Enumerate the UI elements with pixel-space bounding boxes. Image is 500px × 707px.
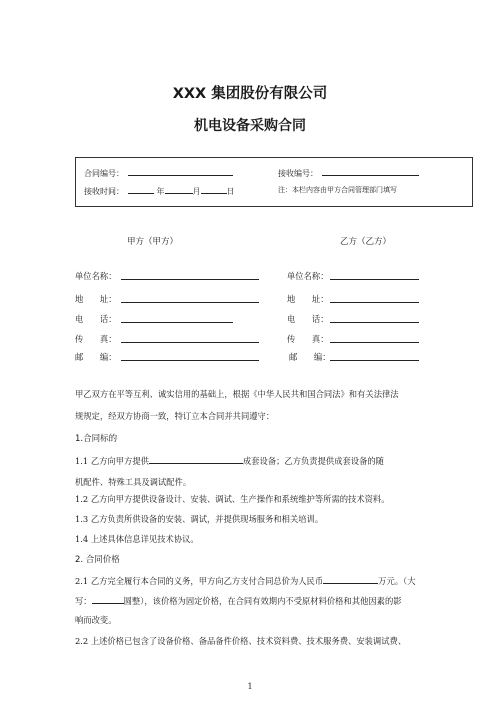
party-a-address-line[interactable] <box>121 302 259 303</box>
party-a-fax-label: 传 真： <box>75 334 117 344</box>
party-a-name-label: 单位名称： <box>75 271 117 281</box>
price-amount-line[interactable] <box>323 574 378 584</box>
party-b-phone-label: 电 话： <box>287 314 329 324</box>
receive-time-field <box>84 184 235 197</box>
clause-1-1-text-a: 1.1 乙方向甲方提供 <box>75 456 149 466</box>
clause-2-1-text-d: 圆整），该价格为固定价格，在合同有效期内不受原材料价格和其他因素的影 <box>123 596 402 606</box>
party-b-address-line[interactable] <box>330 302 419 303</box>
day-label: 日 <box>226 187 235 196</box>
party-b-fax-line[interactable] <box>330 342 419 343</box>
party-b-postcode-line[interactable] <box>330 360 419 361</box>
party-a-phone-line[interactable] <box>121 322 233 323</box>
clause-1-1-text-b: 成套设备；乙方负责提供成套设备的随 <box>242 456 384 466</box>
party-a-address-label: 地 址： <box>75 294 117 304</box>
year-line[interactable] <box>128 184 154 194</box>
contract-no-line[interactable] <box>128 166 233 176</box>
clause-1-1-line-1 <box>75 454 384 467</box>
party-a-postcode-label: 邮 编： <box>75 352 117 362</box>
party-b-phone-line[interactable] <box>330 322 419 323</box>
receive-no-label: 接收编号： <box>278 169 318 178</box>
day-line[interactable] <box>201 184 227 194</box>
clause-2-1-line-3: 响而改变。 <box>75 615 117 625</box>
party-b-heading: 乙方（乙方） <box>340 237 392 247</box>
clause-1-1-line-2: 机配件、特殊工具及调试配件。 <box>75 477 192 487</box>
party-a-heading: 甲方（甲方） <box>127 237 179 247</box>
party-b-postcode-label: 邮 编： <box>289 352 331 362</box>
clause-2-1-text-a: 2.1 乙方完全履行本合同的义务，甲方向乙方支付合同总价为人民币 <box>75 576 324 586</box>
party-b-name-label: 单位名称： <box>287 271 329 281</box>
month-label: 月 <box>192 187 201 196</box>
clause-1-3: 1.3 乙方负责所供设备的安装、调试，并提供现场服务和相关培训。 <box>75 514 324 524</box>
party-a-postcode-line[interactable] <box>121 360 259 361</box>
receive-time-label: 接收时间： <box>84 187 124 196</box>
month-line[interactable] <box>165 184 193 194</box>
info-note: 注：本栏内容由甲方合同管理部门填写 <box>278 186 397 194</box>
clause-2-1-line-2 <box>75 594 402 607</box>
party-a-phone-label: 电 话： <box>75 314 117 324</box>
year-label: 年 <box>156 187 165 196</box>
price-words-line[interactable] <box>92 594 124 604</box>
company-title: XXX 集团股份有限公司 <box>172 86 328 102</box>
info-box <box>75 157 473 207</box>
section-1-title: 1.合同标的 <box>75 434 118 444</box>
party-b-name-line[interactable] <box>330 279 419 280</box>
intro-line-2: 规规定，经双方协商一致，特订立本合同并共同遵守： <box>75 411 275 421</box>
party-b-fax-label: 传 真： <box>287 334 329 344</box>
clause-1-2: 1.2 乙方向甲方提供设备设计、安装、调试、生产操作和系统维护等所需的技术资料。 <box>75 494 390 504</box>
section-2-title: 2. 合同价格 <box>75 555 120 565</box>
clause-2-1-text-b: 万元。（大 <box>378 576 416 586</box>
clause-2-1-line-1 <box>75 574 416 587</box>
intro-line-1: 甲乙双方在平等互利、诚实信用的基础上，根据《中华人民共和国合同法》和有关法律法 <box>75 389 399 399</box>
party-b-address-label: 地 址： <box>287 294 329 304</box>
party-a-fax-line[interactable] <box>121 342 259 343</box>
contract-no-field <box>84 166 233 179</box>
receive-no-line[interactable] <box>322 166 419 176</box>
clause-2-2: 2.2 上述价格已包含了设备价格、备品备件价格、技术资料费、技术服务费、安装调试费、 <box>75 636 407 646</box>
clause-2-1-text-c: 写： <box>75 596 92 606</box>
contract-no-label: 合同编号： <box>84 169 124 178</box>
receive-no-field <box>278 166 419 179</box>
equipment-name-line[interactable] <box>149 454 243 464</box>
page-number: 1 <box>247 682 253 691</box>
contract-title: 机电设备采购合同 <box>194 118 306 134</box>
party-a-name-line[interactable] <box>121 279 259 280</box>
clause-1-4: 1.4 上述具体信息详见技术协议。 <box>75 534 199 544</box>
